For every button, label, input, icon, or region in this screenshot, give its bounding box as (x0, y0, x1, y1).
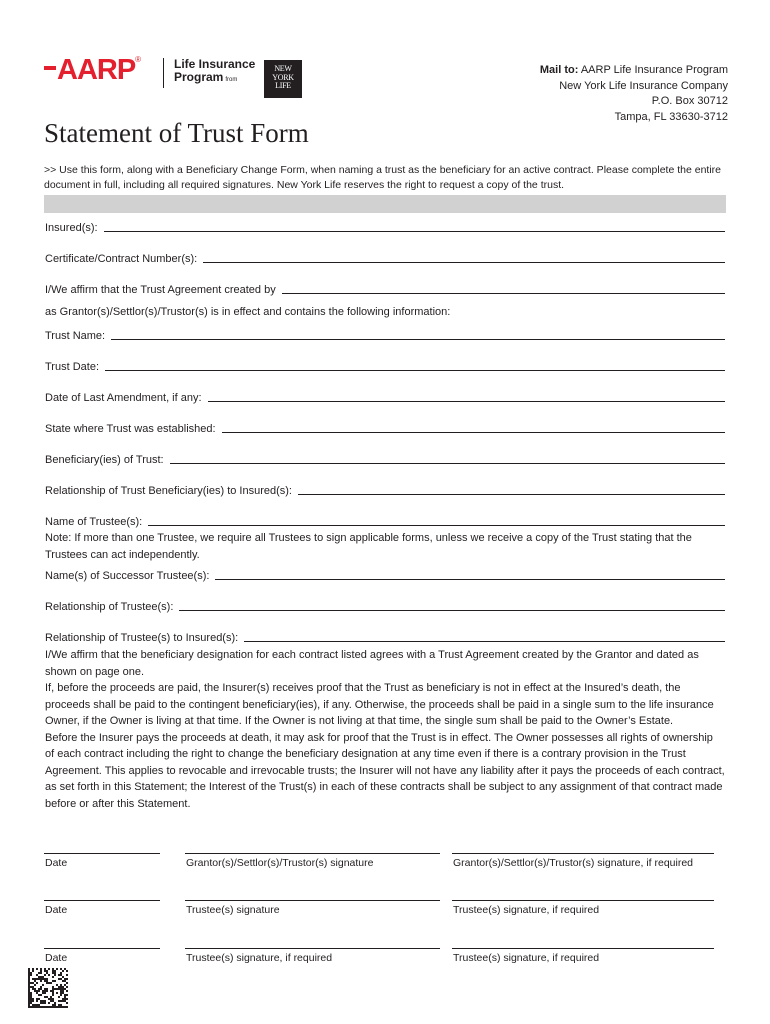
date-line-2[interactable] (44, 900, 160, 901)
grantor-signature-line[interactable] (185, 853, 440, 854)
registered-mark: ® (135, 55, 141, 64)
state-field[interactable] (45, 421, 725, 435)
nyl-line3: LIFE (275, 81, 291, 90)
mail-line-3: Tampa, FL 33630-3712 (614, 110, 728, 123)
beneficiaries-label: Beneficiary(ies) of Trust: (45, 454, 164, 466)
date-line-1[interactable] (44, 853, 160, 854)
trust-name-field[interactable] (45, 328, 725, 342)
trust-date-label: Trust Date: (45, 361, 99, 373)
date-line-3[interactable] (44, 948, 160, 949)
affirm-label: I/We affirm that the Trust Agreement created by (45, 284, 276, 296)
mail-line-1: New York Life Insurance Company (559, 79, 728, 92)
aarp-wordmark: AARP (57, 54, 136, 86)
mail-line-2: P.O. Box 30712 (651, 95, 728, 107)
trustee-signature-label: Trustee(s) signature (186, 904, 280, 916)
trust-date-input-line[interactable] (105, 370, 725, 371)
grantor-statement: as Grantor(s)/Settlor(s)/Trustor(s) is in effect and contains the following information: (45, 306, 451, 318)
paragraph-3: Before the Insurer pays the proceeds at death, it may ask for proof that the Trust is in effect. The Owner possesses all rights of ownership of each contract including the right to change the beneficiary designation at any time even if there is a contrary provision in the Trust Agreement. This applies to revocable and irrevocable trusts; the Insurer will not have any liability after it pays the proceeds of each contract, as set forth in this Statement; the Interest of the Trust(s) in each of these contracts shall be subject to any assignment of that contract made before or after this Statement. (45, 731, 725, 810)
insured-field[interactable] (45, 220, 725, 234)
new-york-life-logo (264, 60, 302, 98)
trustee-signature-line-3[interactable] (185, 948, 440, 949)
successor-label: Name(s) of Successor Trustee(s): (45, 570, 210, 582)
relationship-insured-label: Relationship of Trustee(s) to Insured(s): (45, 632, 239, 644)
relationship-beneficiary-input-line[interactable] (298, 494, 725, 495)
trustees-input-line[interactable] (148, 525, 725, 526)
beneficiaries-input-line[interactable] (170, 463, 725, 464)
nyl-line1: NEW (274, 64, 292, 73)
state-label: State where Trust was established: (45, 423, 216, 435)
successor-field[interactable] (45, 568, 725, 582)
trust-date-field[interactable] (45, 359, 725, 373)
state-input-line[interactable] (222, 432, 725, 433)
program-line2: Program (174, 70, 224, 84)
relationship-trustee-label: Relationship of Trustee(s): (45, 601, 174, 613)
trustee-signature-label-4: Trustee(s) signature, if required (453, 952, 600, 964)
page-title: Statement of Trust Form (44, 118, 309, 148)
amendment-label: Date of Last Amendment, if any: (45, 392, 202, 404)
grantor-input-line[interactable] (282, 293, 725, 294)
date-label-1: Date (45, 857, 68, 869)
trustee-note: Note: If more than one Trustee, we require all Trustees to sign applicable forms, unless we receive a copy of the Trust stating that the Trustees can act independently. (45, 532, 692, 561)
date-label-2: Date (45, 904, 68, 916)
trustee-signature-line-4[interactable] (452, 948, 714, 949)
aarp-logo (44, 56, 140, 85)
mail-line-0: AARP Life Insurance Program (580, 64, 728, 76)
trustee-signature-line-2[interactable] (452, 900, 714, 901)
relationship-insured-field[interactable] (45, 630, 725, 644)
amendment-input-line[interactable] (208, 401, 725, 402)
insured-input-line[interactable] (104, 231, 725, 232)
relationship-insured-input-line[interactable] (244, 641, 725, 642)
grantor-signature-line-2[interactable] (452, 853, 714, 854)
trustee-signature-label-3: Trustee(s) signature, if required (186, 952, 333, 964)
certificate-field[interactable] (45, 251, 725, 265)
date-label-3: Date (45, 952, 68, 964)
amendment-field[interactable] (45, 390, 725, 404)
relationship-beneficiary-field[interactable] (45, 483, 725, 497)
mail-to-address (540, 63, 728, 125)
logo-dash (44, 66, 56, 70)
trustee-signature-line[interactable] (185, 900, 440, 901)
paragraph-1: I/We affirm that the beneficiary designation for each contract listed agrees with a Trust Agreement created by the Grantor and dated as shown on page one. (45, 649, 699, 678)
mail-to-label: Mail to: (539, 64, 579, 76)
paragraph-2: If, before the proceeds are paid, the Insurer(s) receives proof that the Trust as beneficiary is not in effect at the Insured’s death, the proceeds shall be paid to the contingent beneficiary(ies), if any. Otherwise, the proceeds shall be paid in a single sum to the life insurance Owner, if the Owner is living at that time. If the Owner is not living at that time, the single sum shall be paid to the Owner’s Estate. (45, 682, 714, 727)
relationship-trustee-field[interactable] (45, 599, 725, 613)
beneficiaries-field[interactable] (45, 452, 725, 466)
relationship-beneficiary-label: Relationship of Trust Beneficiary(ies) to Insured(s): (45, 485, 292, 497)
insured-label: Insured(s): (45, 222, 98, 234)
trustees-label: Name of Trustee(s): (45, 516, 143, 528)
affirm-field[interactable] (45, 282, 725, 296)
relationship-trustee-input-line[interactable] (179, 610, 725, 611)
section-bar (44, 195, 726, 213)
affirm-paragraph (45, 647, 725, 812)
datamatrix-barcode-icon (28, 968, 68, 1008)
program-from: from (225, 77, 238, 83)
logo-divider (163, 58, 164, 88)
trustee-signature-label-2: Trustee(s) signature, if required (453, 904, 600, 916)
successor-input-line[interactable] (215, 579, 725, 580)
trust-name-input-line[interactable] (111, 339, 725, 340)
grantor-signature-label: Grantor(s)/Settlor(s)/Trustor(s) signature (186, 857, 374, 869)
program-line1: Life Insurance (174, 57, 256, 71)
intro-text: >> Use this form, along with a Beneficiary Change Form, when naming a trust as the beneficiary for an active contract. Please complete the entire document in full, including all required signatures. New York Life reserves the right to request a copy of the trust. (44, 164, 722, 191)
certificate-input-line[interactable] (203, 262, 725, 263)
program-logo (174, 58, 255, 87)
nyl-line2: YORK (272, 72, 294, 82)
trustees-field[interactable] (45, 514, 725, 528)
grantor-signature-label-2: Grantor(s)/Settlor(s)/Trustor(s) signature, if required (453, 857, 694, 869)
certificate-label: Certificate/Contract Number(s): (45, 253, 198, 265)
trust-name-label: Trust Name: (45, 330, 106, 342)
